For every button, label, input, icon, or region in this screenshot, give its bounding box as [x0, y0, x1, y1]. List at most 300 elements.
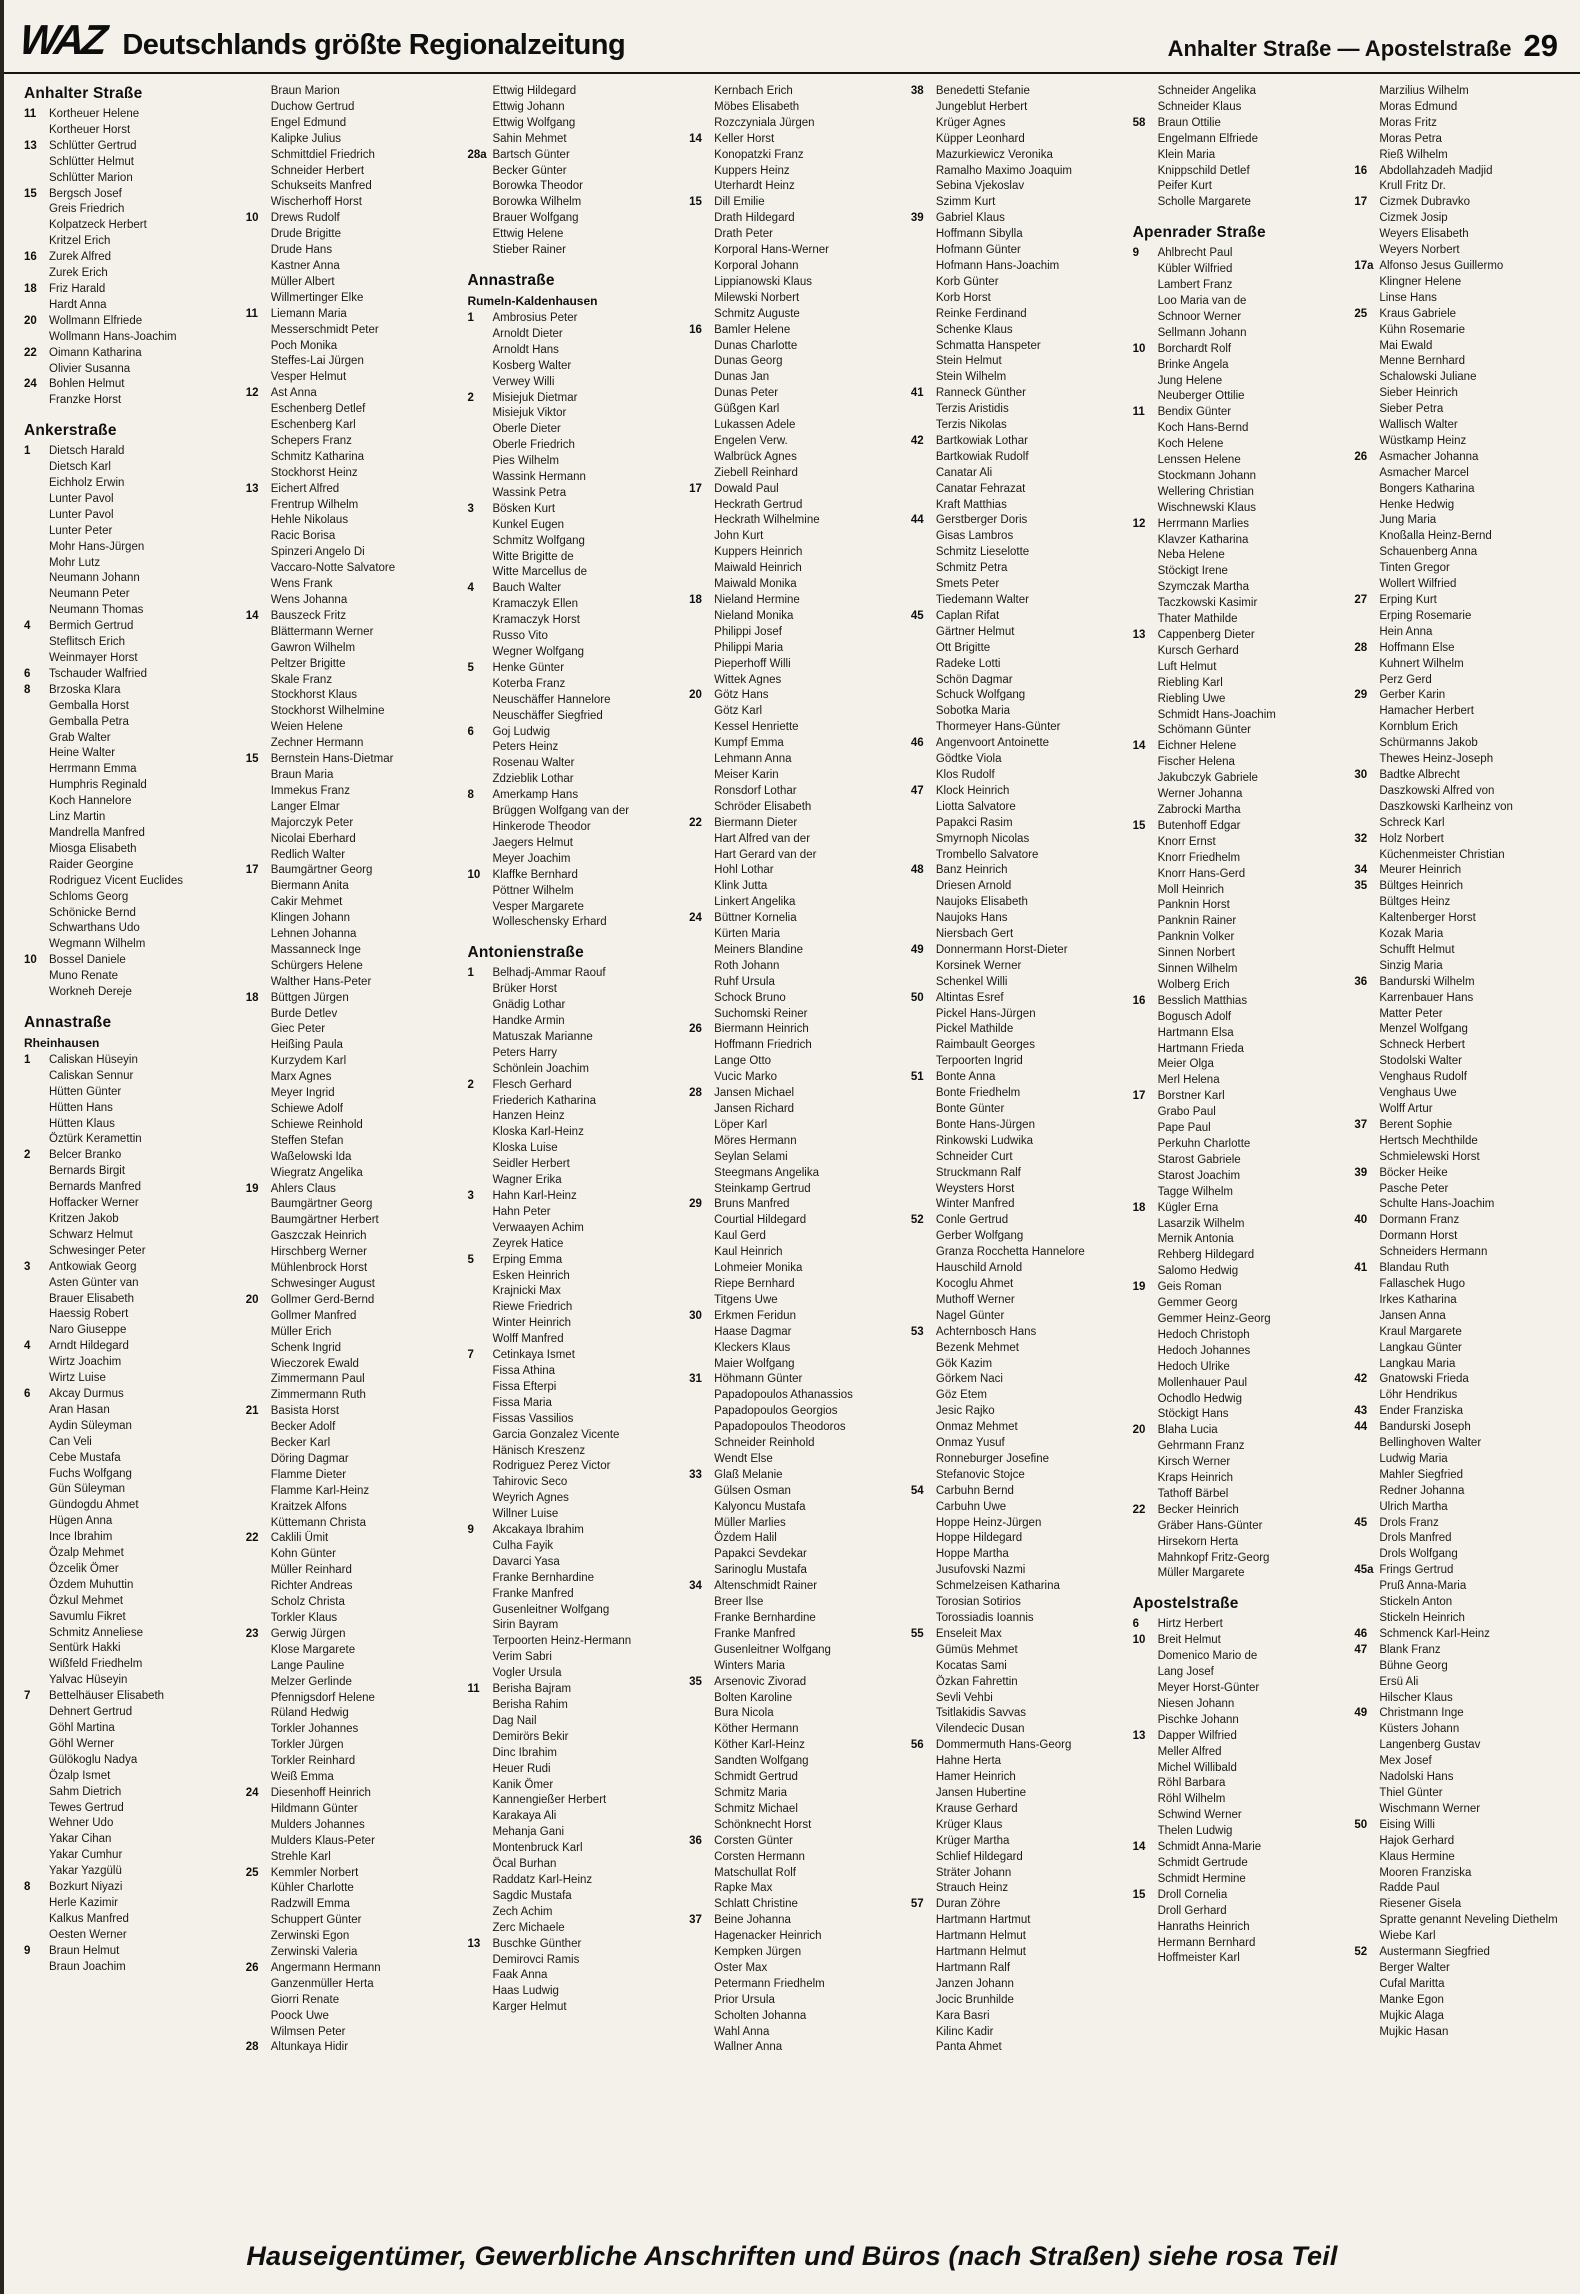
directory-entry	[1354, 1118, 1562, 1134]
directory-entry	[689, 1388, 897, 1404]
directory-entry	[1133, 914, 1341, 930]
house-number: 29	[689, 1198, 702, 1211]
house-number: 7	[24, 1690, 31, 1703]
resident-name: Papadopoulos Theodoros	[714, 1421, 846, 1434]
directory-entry	[1354, 1818, 1562, 1834]
resident-name: Sinnen Norbert	[1157, 947, 1235, 960]
house-number: 1	[467, 311, 474, 324]
directory-entry	[246, 1229, 454, 1245]
resident-name: Küsters Johann	[1379, 1723, 1460, 1736]
directory-entry	[1133, 1681, 1341, 1697]
resident-name: Montenbruck Karl	[492, 1842, 583, 1855]
resident-name: Schmitz Lieselotte	[935, 546, 1030, 559]
directory-entry	[24, 1530, 232, 1546]
directory-entry	[24, 1514, 232, 1530]
resident-name: Fissa Athina	[492, 1364, 556, 1377]
resident-name: Witte Marcellus de	[492, 566, 588, 579]
resident-name: Moras Fritz	[1379, 116, 1437, 129]
directory-entry	[246, 1977, 454, 1993]
directory-entry	[1133, 1153, 1341, 1169]
directory-entry	[467, 1809, 675, 1825]
resident-name: Dietsch Karl	[49, 461, 111, 474]
resident-name: Müller Marlies	[714, 1516, 786, 1529]
resident-name: Franke Bernhardine	[714, 1612, 816, 1624]
directory-entry	[467, 645, 675, 661]
resident-name: Bohlen Helmut	[49, 378, 125, 391]
directory-entry	[689, 513, 897, 529]
directory-entry	[911, 275, 1119, 291]
directory-entry	[246, 1182, 454, 1198]
directory-entry	[689, 1436, 897, 1452]
directory-entry	[467, 1682, 675, 1698]
directory-entry	[246, 1945, 454, 1961]
resident-name: Asten Günter van	[49, 1276, 139, 1289]
directory-entry	[911, 1500, 1119, 1516]
district-subheading: Rumeln-Kaldenhausen	[467, 293, 598, 308]
directory-entry	[911, 863, 1119, 879]
directory-entry	[1354, 1977, 1562, 1993]
directory-entry	[467, 725, 675, 741]
resident-name: Bura Nicola	[714, 1707, 774, 1720]
directory-entry	[24, 1880, 232, 1896]
directory-entry	[467, 613, 675, 629]
resident-name: Hertsch Mechthilde	[1379, 1134, 1478, 1147]
directory-entry	[689, 1738, 897, 1754]
directory-entry	[689, 1452, 897, 1468]
directory-entry	[24, 1737, 232, 1753]
resident-name: Misiejuk Viktor	[492, 407, 567, 420]
resident-name: Stockhorst Heinz	[270, 466, 358, 479]
directory-entry	[689, 179, 897, 195]
directory-entry	[24, 1912, 232, 1928]
resident-name: Giec Peter	[270, 1023, 326, 1036]
resident-name: Oberle Friedrich	[492, 439, 575, 452]
directory-entry	[911, 561, 1119, 577]
directory-entry	[1133, 867, 1341, 883]
resident-name: Aydin Süleyman	[49, 1419, 132, 1432]
directory-entry	[467, 1618, 675, 1634]
house-number: 22	[245, 1532, 259, 1545]
resident-name: Zerwinski Valeria	[270, 1946, 358, 1959]
resident-name: Goj Ludwig	[492, 725, 550, 738]
directory-entry	[24, 314, 232, 330]
resident-name: Riepe Bernhard	[714, 1277, 795, 1290]
house-number: 16	[1354, 164, 1368, 177]
resident-name: Altenschmidt Rainer	[714, 1580, 818, 1593]
resident-name: Gemballa Petra	[49, 715, 129, 728]
resident-name: Herle Kazimir	[49, 1896, 119, 1909]
directory-entry	[911, 1850, 1119, 1866]
resident-name: Arnoldt Hans	[492, 343, 559, 356]
house-number: 43	[1354, 1405, 1368, 1418]
resident-name: Neuberger Ottilie	[1157, 390, 1245, 403]
directory-entry	[1133, 148, 1341, 164]
directory-entry	[1133, 116, 1341, 132]
resident-name: Rieß Wilhelm	[1379, 148, 1448, 161]
house-number: 2	[24, 1149, 31, 1162]
resident-name: Wischmann Werner	[1379, 1802, 1481, 1815]
house-number: 41	[1354, 1262, 1368, 1275]
resident-name: Grab Walter	[49, 731, 111, 744]
directory-entry	[467, 438, 675, 454]
resident-name: Klaffke Bernhard	[492, 868, 578, 881]
directory-entry	[467, 1825, 675, 1841]
directory-entry	[467, 502, 675, 518]
directory-entry	[911, 1818, 1119, 1834]
directory-entry	[246, 1643, 454, 1659]
resident-name: Hartmann Elsa	[1157, 1026, 1234, 1039]
resident-name: Kohn Günter	[270, 1548, 336, 1561]
directory-entry	[467, 1364, 675, 1380]
resident-name: Wollmann Hans-Joachim	[49, 330, 177, 343]
resident-name: Schmitz Anneliese	[49, 1626, 143, 1639]
directory-entry	[1354, 1563, 1562, 1579]
resident-name: Haessig Robert	[49, 1308, 129, 1321]
directory-entry	[467, 1316, 675, 1332]
street-heading: Apostelstraße	[1132, 1595, 1239, 1613]
directory-column-7	[1354, 84, 1562, 2227]
resident-name: Schenke Klaus	[935, 323, 1013, 336]
directory-entry	[246, 529, 454, 545]
house-number: 38	[910, 85, 924, 97]
resident-name: Buschke Günther	[492, 1937, 582, 1950]
directory-entry	[1133, 533, 1341, 549]
resident-name: Kleckers Klaus	[714, 1341, 791, 1354]
resident-name: Ronsdorf Lothar	[714, 784, 797, 797]
directory-entry	[689, 1961, 897, 1977]
directory-entry	[689, 1404, 897, 1420]
directory-entry	[1133, 1407, 1341, 1423]
directory-entry	[689, 1277, 897, 1293]
directory-entry	[467, 1778, 675, 1794]
directory-entry	[246, 1754, 454, 1770]
directory-entry	[467, 597, 675, 613]
directory-entry	[689, 1627, 897, 1643]
resident-name: Schneider Reinhold	[714, 1437, 815, 1450]
directory-entry	[1133, 1633, 1341, 1649]
directory-entry	[911, 307, 1119, 323]
resident-name: Hütten Klaus	[49, 1117, 115, 1130]
resident-name: Petermann Friedhelm	[714, 1977, 825, 1990]
directory-entry	[1354, 800, 1562, 816]
resident-name: Szimm Kurt	[935, 196, 996, 209]
house-number: 18	[245, 991, 259, 1004]
resident-name: Tathoff Bärbel	[1157, 1487, 1229, 1500]
resident-name: Vogler Ursula	[492, 1667, 562, 1680]
directory-entry	[911, 1197, 1119, 1213]
directory-entry	[1133, 1360, 1341, 1376]
resident-name: Dunas Peter	[714, 387, 779, 400]
resident-name: Rinkowski Ludwika	[935, 1134, 1034, 1147]
directory-entry	[1133, 1328, 1341, 1344]
resident-name: Hänisch Kreszenz	[492, 1444, 586, 1457]
directory-entry	[467, 1444, 675, 1460]
resident-name: Kortheuer Horst	[49, 123, 131, 136]
resident-name: Kempken Jürgen	[714, 1946, 802, 1959]
directory-entry	[911, 625, 1119, 641]
directory-entry	[24, 842, 232, 858]
directory-entry	[1133, 1856, 1341, 1872]
directory-entry	[24, 1848, 232, 1864]
directory-entry	[1354, 1945, 1562, 1961]
directory-entry	[1133, 246, 1341, 262]
directory-entry	[467, 1937, 675, 1953]
resident-name: Braun Ottilie	[1157, 116, 1221, 129]
directory-entry	[246, 1150, 454, 1166]
directory-entry	[1354, 513, 1562, 529]
resident-name: Schmenck Karl-Heinz	[1379, 1627, 1490, 1640]
directory-entry	[689, 1086, 897, 1102]
directory-entry	[1354, 466, 1562, 482]
resident-name: Nieland Monika	[714, 609, 794, 622]
house-number: 15	[1132, 1888, 1146, 1901]
resident-name: Dinc Ibrahim	[492, 1746, 557, 1759]
directory-entry	[911, 1182, 1119, 1198]
resident-name: Sevli Vehbi	[935, 1691, 993, 1704]
directory-entry	[689, 561, 897, 577]
directory-entry	[24, 1594, 232, 1610]
directory-entry	[911, 848, 1119, 864]
directory-entry	[1354, 1388, 1562, 1404]
resident-name: Klingner Helene	[1379, 275, 1462, 288]
resident-name: Pruß Anna-Maria	[1379, 1580, 1467, 1593]
resident-name: Krüger Agnes	[935, 116, 1006, 129]
directory-entry	[24, 1626, 232, 1642]
directory-entry	[689, 1500, 897, 1516]
directory-entry	[24, 1467, 232, 1483]
resident-name: Bartkowiak Lothar	[935, 434, 1028, 447]
directory-entry	[246, 657, 454, 673]
resident-name: Drols Franz	[1379, 1516, 1439, 1529]
directory-entry	[1354, 132, 1562, 148]
resident-name: Zdzieblik Lothar	[492, 773, 574, 786]
directory-entry	[689, 609, 897, 625]
directory-entry	[911, 1166, 1119, 1182]
resident-name: Sobotka Maria	[935, 705, 1011, 718]
directory-entry	[24, 715, 232, 731]
directory-entry	[1133, 612, 1341, 628]
resident-name: Götz Hans	[714, 689, 769, 702]
house-number: 6	[24, 1387, 31, 1400]
directory-entry	[1354, 1722, 1562, 1738]
resident-name: Cizmek Josip	[1379, 212, 1448, 225]
page-number: 29	[1523, 28, 1558, 63]
directory-entry	[689, 1309, 897, 1325]
directory-entry	[1354, 1309, 1562, 1325]
resident-name: Dag Nail	[492, 1714, 537, 1727]
resident-name: Klock Heinrich	[935, 784, 1010, 797]
directory-entry	[911, 1643, 1119, 1659]
resident-name: Caklili Ümit	[270, 1532, 329, 1545]
directory-entry	[689, 784, 897, 800]
resident-name: Klingen Johann	[270, 912, 351, 925]
resident-name: Ast Anna	[270, 387, 317, 400]
directory-entry	[911, 291, 1119, 307]
house-number: 13	[467, 1937, 481, 1950]
directory-entry	[1133, 485, 1341, 501]
house-number: 13	[1132, 629, 1146, 641]
directory-entry	[467, 100, 675, 116]
directory-entry	[1133, 898, 1341, 914]
resident-name: Gödtke Viola	[935, 753, 1002, 766]
directory-entry	[24, 266, 232, 282]
resident-name: Torkler Johannes	[270, 1723, 359, 1736]
resident-name: Schneck Herbert	[1379, 1039, 1465, 1052]
directory-entry	[467, 1014, 675, 1030]
directory-entry	[467, 359, 675, 375]
directory-entry	[24, 635, 232, 651]
resident-name: Haase Dagmar	[714, 1325, 792, 1338]
directory-entry	[1354, 434, 1562, 450]
resident-name: Wolff Artur	[1379, 1103, 1433, 1115]
resident-name: Massanneck Inge	[270, 943, 361, 956]
house-number: 14	[1132, 1841, 1146, 1854]
resident-name: Heißing Paula	[270, 1039, 343, 1052]
directory-entry	[1354, 1086, 1562, 1102]
resident-name: Pfennigsdorf Helene	[270, 1691, 375, 1704]
directory-entry	[689, 959, 897, 975]
directory-entry	[689, 1643, 897, 1659]
directory-entry	[246, 959, 454, 975]
directory-entry	[689, 863, 897, 879]
directory-entry	[689, 1038, 897, 1054]
resident-name: Hoffacker Werner	[49, 1197, 139, 1210]
directory-entry	[246, 1929, 454, 1945]
resident-name: Stockhorst Klaus	[270, 689, 358, 702]
directory-entry	[1133, 342, 1341, 358]
resident-name: Mehanja Gani	[492, 1826, 565, 1839]
house-number: 32	[1354, 832, 1368, 845]
resident-name: Meyer Ingrid	[270, 1087, 335, 1100]
house-number: 20	[24, 314, 37, 327]
directory-entry	[911, 1038, 1119, 1054]
directory-entry	[246, 386, 454, 402]
directory-entry	[1354, 1595, 1562, 1611]
resident-name: Geis Roman	[1157, 1281, 1222, 1294]
resident-name: Jansen Richard	[714, 1103, 795, 1115]
resident-name: Banz Heinrich	[935, 864, 1008, 877]
directory-entry	[24, 1753, 232, 1769]
resident-name: Hoppe Heinz-Jürgen	[935, 1516, 1042, 1529]
resident-name: Sieber Petra	[1379, 403, 1444, 416]
directory-entry	[689, 975, 897, 991]
resident-name: Kocoglu Ahmet	[935, 1277, 1014, 1290]
resident-name: Löper Karl	[714, 1118, 768, 1131]
resident-name: Muno Renate	[49, 970, 119, 983]
directory-entry	[1133, 501, 1341, 517]
house-number: 39	[910, 212, 924, 225]
resident-name: Oberle Dieter	[492, 423, 561, 436]
resident-name: Hagenacker Heinrich	[714, 1930, 822, 1943]
resident-name: Gärtner Helmut	[935, 625, 1015, 638]
resident-name: Küpper Leonhard	[935, 132, 1025, 145]
directory-entry	[689, 1372, 897, 1388]
directory-entry	[467, 470, 675, 486]
resident-name: Schlief Hildegard	[935, 1850, 1023, 1863]
resident-name: Matter Peter	[1379, 1007, 1443, 1020]
resident-name: Angermann Hermann	[270, 1961, 381, 1974]
resident-name: Oesten Werner	[49, 1928, 127, 1941]
directory-entry	[24, 603, 232, 619]
directory-entry	[467, 740, 675, 756]
resident-name: Hoffmann Else	[1379, 641, 1455, 654]
resident-name: Dapper Wilfried	[1157, 1729, 1237, 1742]
house-number: 16	[24, 251, 37, 264]
directory-entry	[24, 906, 232, 922]
directory-entry	[24, 1832, 232, 1848]
resident-name: Wegner Wolfgang	[492, 646, 585, 658]
directory-entry	[467, 1046, 675, 1062]
directory-entry	[24, 826, 232, 842]
directory-entry	[1133, 469, 1341, 485]
resident-name: Philippi Josef	[714, 625, 782, 638]
resident-name: Göhl Werner	[49, 1737, 114, 1750]
directory-entry	[1354, 418, 1562, 434]
directory-entry	[467, 375, 675, 391]
resident-name: Langkau Günter	[1379, 1341, 1462, 1354]
resident-name: Mollenhauer Paul	[1157, 1376, 1248, 1389]
directory-entry	[467, 788, 675, 804]
resident-name: Gülsen Osman	[714, 1484, 791, 1497]
resident-name: Titgens Uwe	[714, 1293, 778, 1306]
directory-entry	[24, 587, 232, 603]
resident-name: Witte Brigitte de	[492, 550, 574, 563]
directory-entry	[246, 1261, 454, 1277]
directory-entry	[246, 1102, 454, 1118]
resident-name: Antkowiak Georg	[49, 1260, 137, 1273]
directory-entry	[911, 1070, 1119, 1086]
directory-entry	[24, 762, 232, 778]
resident-name: Hoffmann Sibylla	[935, 228, 1023, 241]
directory-entry	[689, 402, 897, 418]
directory-entry	[467, 1253, 675, 1269]
resident-name: Torkler Klaus	[270, 1612, 338, 1624]
resident-name: Nadolski Hans	[1379, 1771, 1454, 1784]
resident-name: Stöckigt Hans	[1157, 1408, 1229, 1421]
directory-entry	[689, 848, 897, 864]
directory-entry	[911, 1118, 1119, 1134]
directory-entry	[467, 2000, 675, 2016]
resident-name: Bandurski Joseph	[1379, 1421, 1471, 1434]
directory-entry	[1354, 179, 1562, 195]
directory-entry	[689, 323, 897, 339]
resident-name: Zimmermann Paul	[270, 1373, 365, 1386]
directory-entry	[246, 1070, 454, 1086]
directory-entry	[467, 227, 675, 243]
directory-entry	[246, 895, 454, 911]
resident-name: Thewes Heinz-Joseph	[1379, 753, 1494, 766]
directory-entry	[246, 211, 454, 227]
directory-entry	[246, 561, 454, 577]
resident-name: Thiel Günter	[1379, 1786, 1443, 1799]
resident-name: Becker Günter	[492, 164, 567, 177]
resident-name: Ochodlo Hedwig	[1157, 1392, 1242, 1405]
resident-name: Wollmann Elfriede	[49, 314, 143, 327]
resident-name: Neba Helene	[1157, 549, 1225, 562]
resident-name: Eichner Helene	[1157, 740, 1237, 753]
directory-entry	[1354, 1038, 1562, 1054]
resident-name: Hartmann Ralf	[935, 1961, 1011, 1974]
directory-entry	[1354, 1675, 1562, 1691]
resident-name: Kaul Heinrich	[714, 1246, 783, 1259]
resident-name: Schneider Curt	[935, 1150, 1013, 1163]
house-number: 15	[1132, 819, 1146, 832]
directory-entry	[246, 816, 454, 832]
resident-name: Fallaschek Hugo	[1379, 1277, 1465, 1290]
directory-entry	[1354, 1866, 1562, 1882]
directory-entry	[467, 1459, 675, 1475]
resident-name: Schufft Helmut	[1379, 943, 1455, 956]
